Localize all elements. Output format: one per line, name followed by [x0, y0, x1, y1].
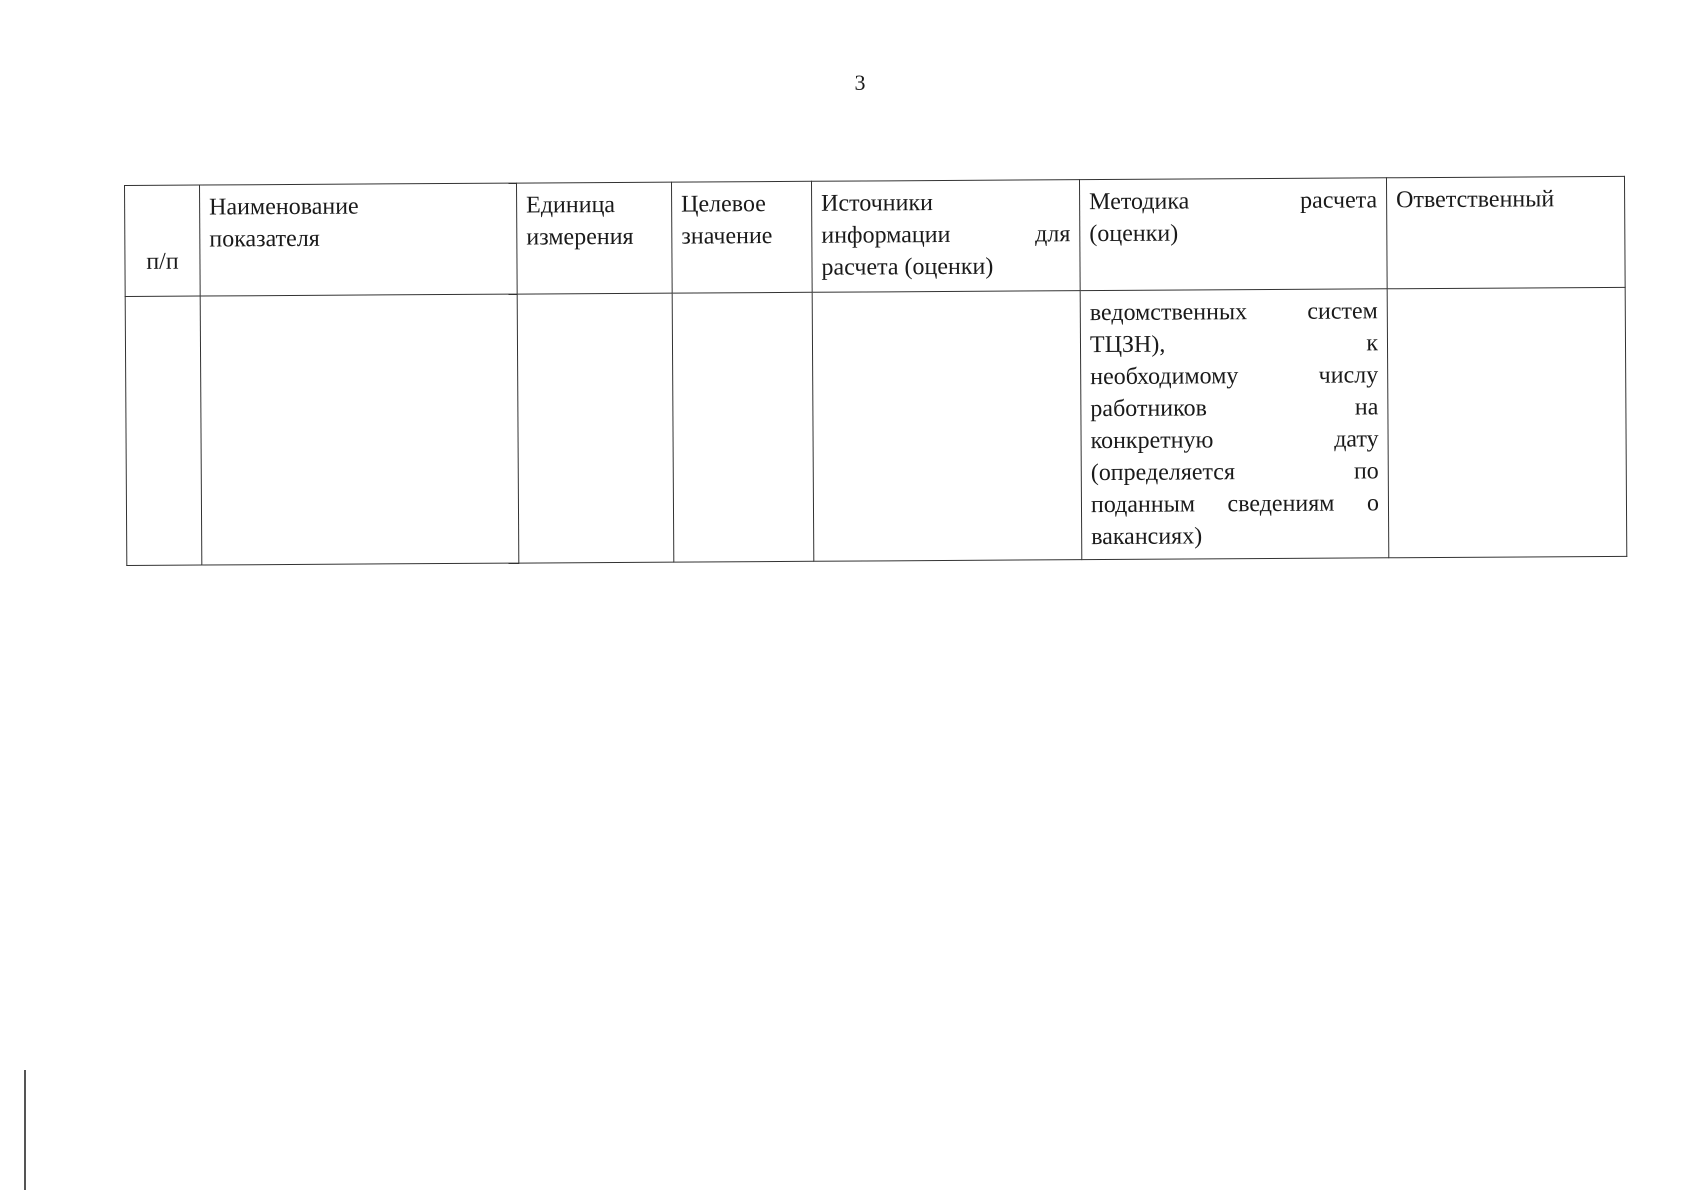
header-sources-line: информации для — [821, 221, 1071, 249]
method-text-line: ведомственных систем — [1089, 298, 1378, 327]
header-target-line: Целевое — [681, 191, 766, 218]
method-text-line: (определяется по — [1090, 458, 1379, 487]
header-method — [1079, 178, 1387, 291]
cell-name — [200, 294, 519, 565]
header-unit-line: измерения — [526, 223, 634, 251]
cell-sources — [812, 291, 1082, 562]
scan-margin-line — [24, 1070, 26, 1190]
header-name-line: показателя — [209, 225, 320, 253]
header-sources — [811, 180, 1080, 293]
table-row — [125, 287, 1627, 565]
method-text-line: вакансиях) — [1091, 523, 1203, 551]
header-sources-line: Источники — [821, 190, 934, 217]
cell-unit — [517, 293, 674, 563]
method-text-line: работников на — [1090, 394, 1379, 423]
header-name — [200, 183, 518, 296]
header-method-line: (оценки) — [1089, 220, 1179, 248]
header-num: п/п — [125, 185, 201, 296]
cell-target — [672, 292, 814, 562]
header-unit-line: Единица — [526, 192, 616, 219]
method-text-line: поданным сведениям о — [1090, 490, 1380, 519]
indicator-table — [124, 176, 1627, 566]
cell-num — [125, 296, 202, 565]
header-name-line: Наименование — [209, 193, 359, 221]
table-header-row — [125, 176, 1626, 296]
header-responsible: Ответственный — [1386, 176, 1625, 288]
method-text-line: необходимому числу — [1090, 362, 1379, 391]
header-method-line: Методика расчета — [1089, 187, 1378, 216]
cell-responsible — [1387, 287, 1627, 557]
header-target-line: значение — [681, 223, 773, 250]
method-text-line: конкретную дату — [1090, 426, 1379, 455]
header-sources-line: расчета (оценки) — [821, 253, 994, 281]
method-text-line: ТЦЗН), к — [1089, 330, 1379, 359]
cell-method — [1080, 289, 1389, 560]
page-number: 3 — [854, 70, 866, 95]
header-target — [671, 181, 812, 293]
header-unit — [516, 182, 672, 294]
